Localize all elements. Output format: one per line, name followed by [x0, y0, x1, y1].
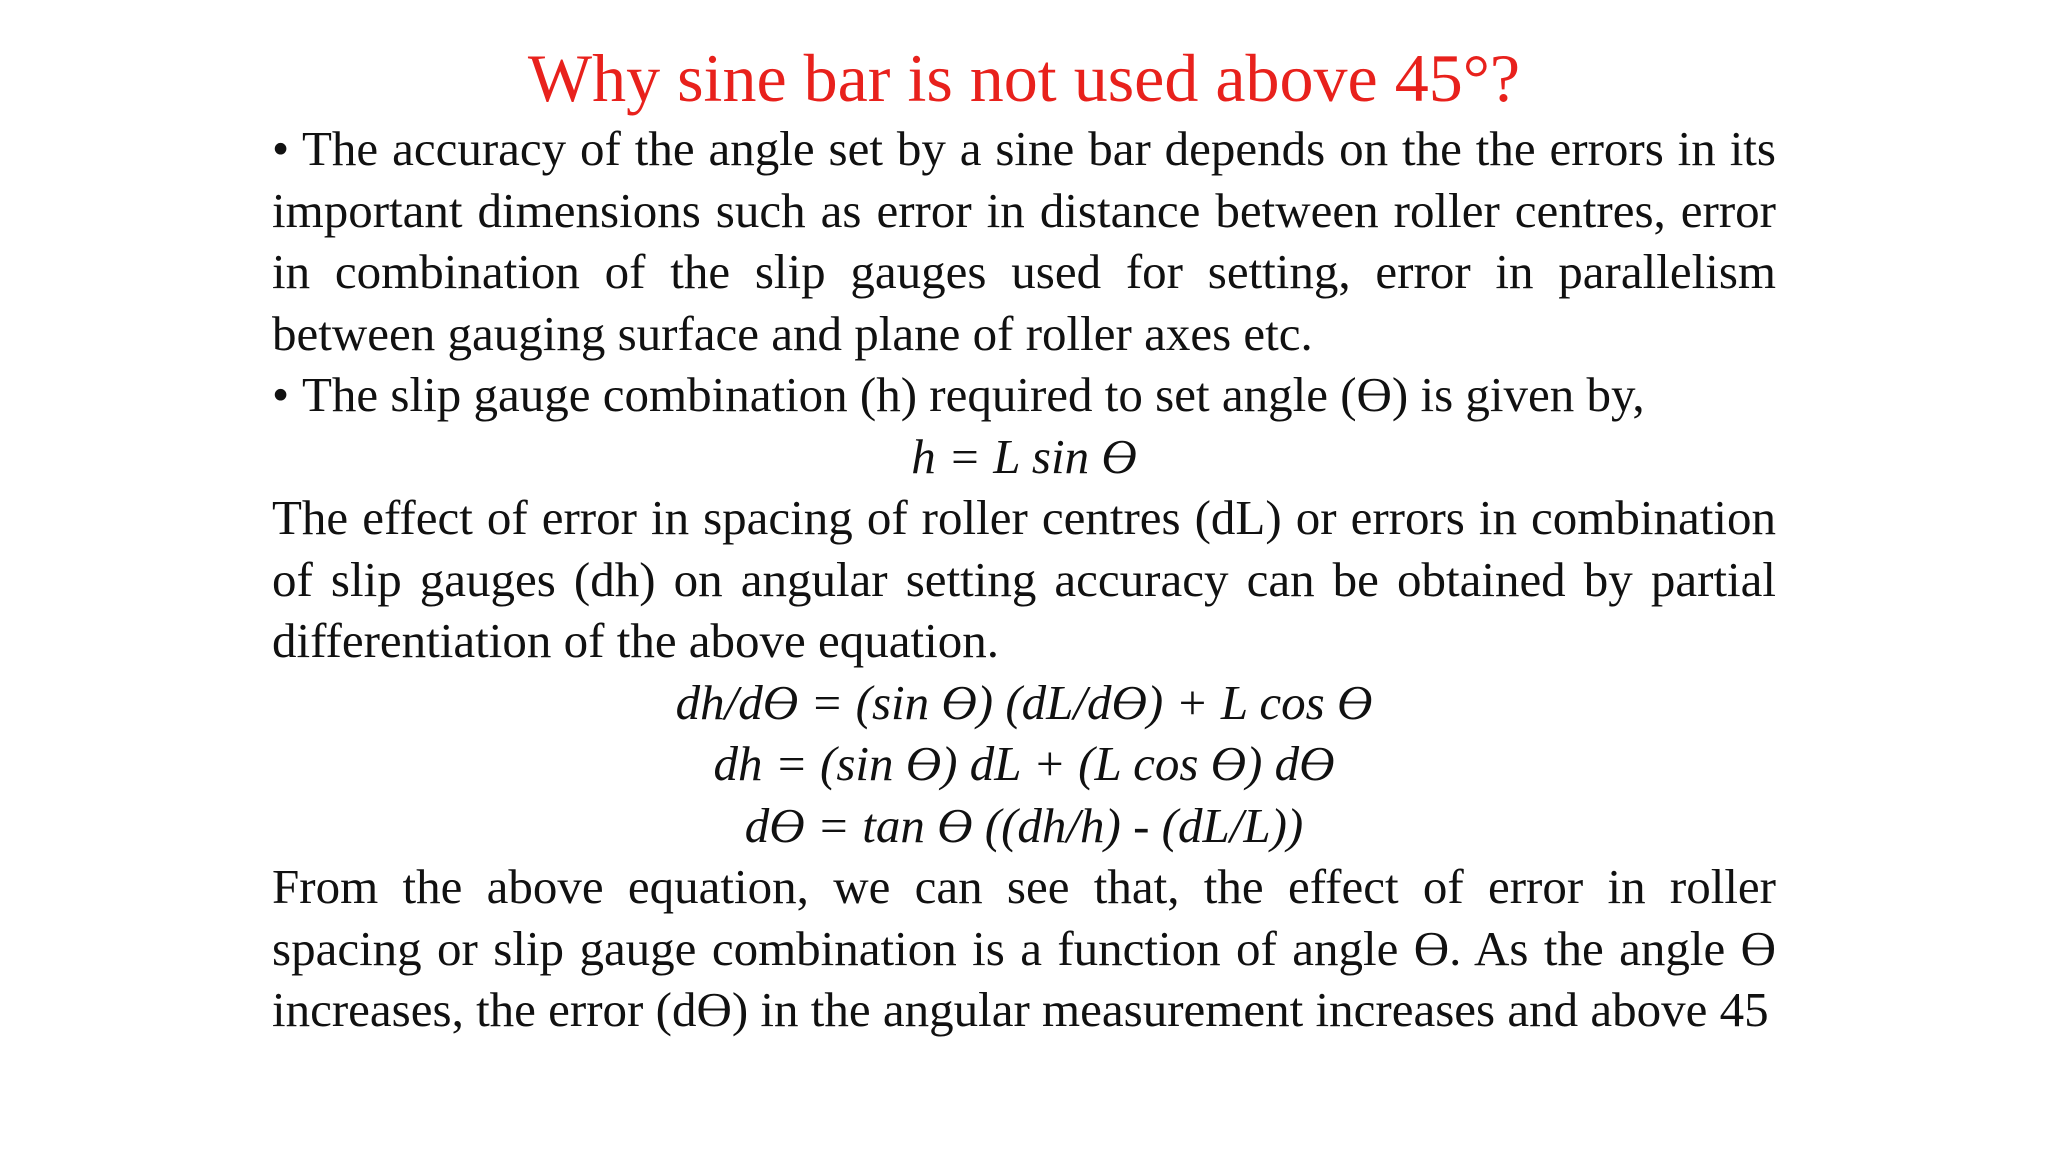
- equation-sine-bar: h = L sin Ө: [911, 428, 1137, 484]
- equation-differential: dh/dӨ = (sin Ө) (dL/dӨ) + L cos Ө: [675, 674, 1373, 730]
- bullet-item: [272, 118, 1776, 364]
- bullet-text: The accuracy of the angle set by a sine bar depends on the the errors in its important dimensions such as error in distance between roller centres, error in combination of the slip gauges used for setting, error in parallelism between gauging surface and plane of roller axes etc.: [272, 121, 1776, 361]
- bullet-icon: •: [272, 367, 290, 422]
- slide-title: Why sine bar is not used above 45°?: [527, 40, 1521, 116]
- paragraph-conclusion: From the above equation, we can see that, the effect of error in roller spacing or slip gauge combination is a function of angle Ɵ. As the angle Ɵ increases, the error (dƟ) in the angular measurement increases and above 45: [272, 859, 1776, 1037]
- paragraph-error-effect: The effect of error in spacing of roller centres (dL) or errors in combination of slip gauges (dh) on angular setting accuracy can be obtained by partial differentiation of the above equation.: [272, 490, 1776, 668]
- bullet-item: [272, 364, 1776, 426]
- bullet-text: The slip gauge combination (h) required to set angle (Ɵ) is given by,: [302, 367, 1645, 422]
- bullet-icon: •: [272, 121, 290, 176]
- equation-dh: dh = (sin Ө) dL + (L cos Ө) dӨ: [713, 736, 1335, 791]
- slide-body: [272, 118, 1776, 1041]
- equation-dtheta: dӨ = tan Ө ((dh/h) - (dL/L)): [744, 797, 1304, 853]
